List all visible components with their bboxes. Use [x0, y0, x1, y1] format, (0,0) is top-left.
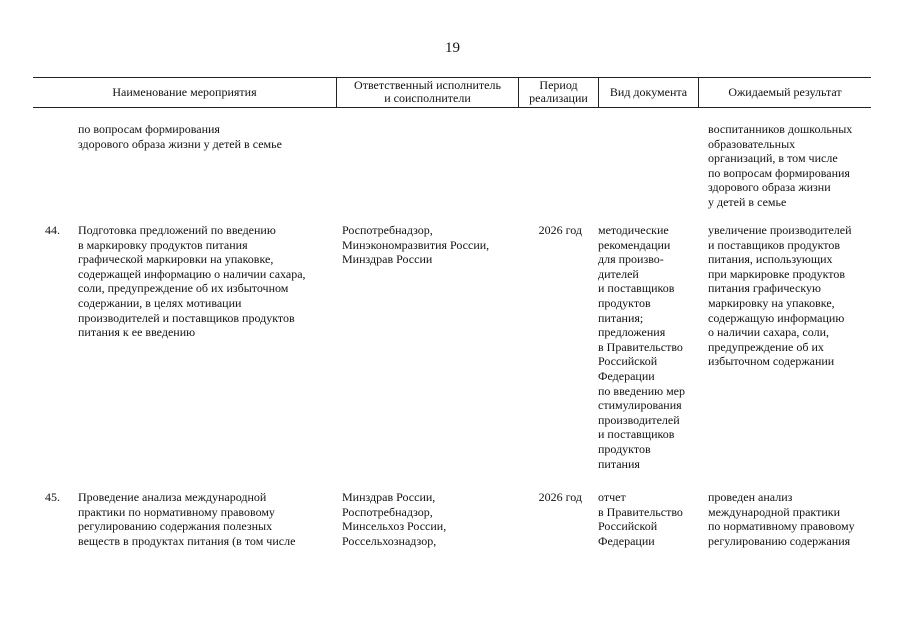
header-executor: Ответственный исполнитель и соисполнители — [354, 78, 501, 105]
header-name: Наименование мероприятия — [112, 84, 257, 99]
header-result: Ожидаемый результат — [728, 84, 842, 99]
row-executor: Роспотребнадзор, Минэкономразвития России, Минздрав России — [342, 223, 490, 267]
row-period: 2026 год — [538, 223, 582, 237]
table-header-bottom-rule — [33, 107, 871, 108]
row-period: 2026 год — [538, 490, 582, 504]
row-doc-type: отчет в Правительство Российской Федерации — [598, 490, 683, 548]
continuation-name: по вопросам формирования здорового образа жизни у детей в семье — [78, 122, 282, 151]
row-name: Подготовка предложений по введению в маркировку продуктов питания графической маркировки на упаковке, содержащей информацию о наличии сахара, соли, предупреждение об их избыточном содержании, в целях мотивации производителей и поставщиков продуктов питания к ее введению — [78, 223, 306, 340]
continuation-result: воспитанников дошкольных образовательных организаций, в том числе по вопросам формирования здорового образа жизни у детей в семье — [708, 122, 853, 209]
row-name: Проведение анализа международной практики по нормативному правовому регулированию содержания полезных веществ в продуктах питания (в том числе — [78, 490, 296, 548]
row-number: 44. — [45, 223, 60, 237]
row-result: увеличение производителей и поставщиков продуктов питания, использующих при маркировке продуктов питания графическую маркировку на упаковке, содержащую информацию о наличии сахара, соли, предупреждение об их избыточном содержании — [708, 223, 852, 369]
row-executor: Минздрав России, Роспотребнадзор, Минсельхоз России, Россельхознадзор, — [342, 490, 447, 548]
row-doc-type: методические рекомендации для произво- дителей и поставщиков продуктов питания; предложения в Правительство Российской Федерации по введению мер стимулирования производителей и поставщиков продуктов питания — [598, 223, 686, 471]
row-result: проведен анализ международной практики по нормативному правовому регулированию содержания — [708, 490, 855, 548]
row-number: 45. — [45, 490, 60, 504]
header-doc-type: Вид документа — [609, 84, 688, 99]
header-period: Период реализации — [529, 78, 588, 105]
page-number: 19 — [445, 40, 460, 56]
